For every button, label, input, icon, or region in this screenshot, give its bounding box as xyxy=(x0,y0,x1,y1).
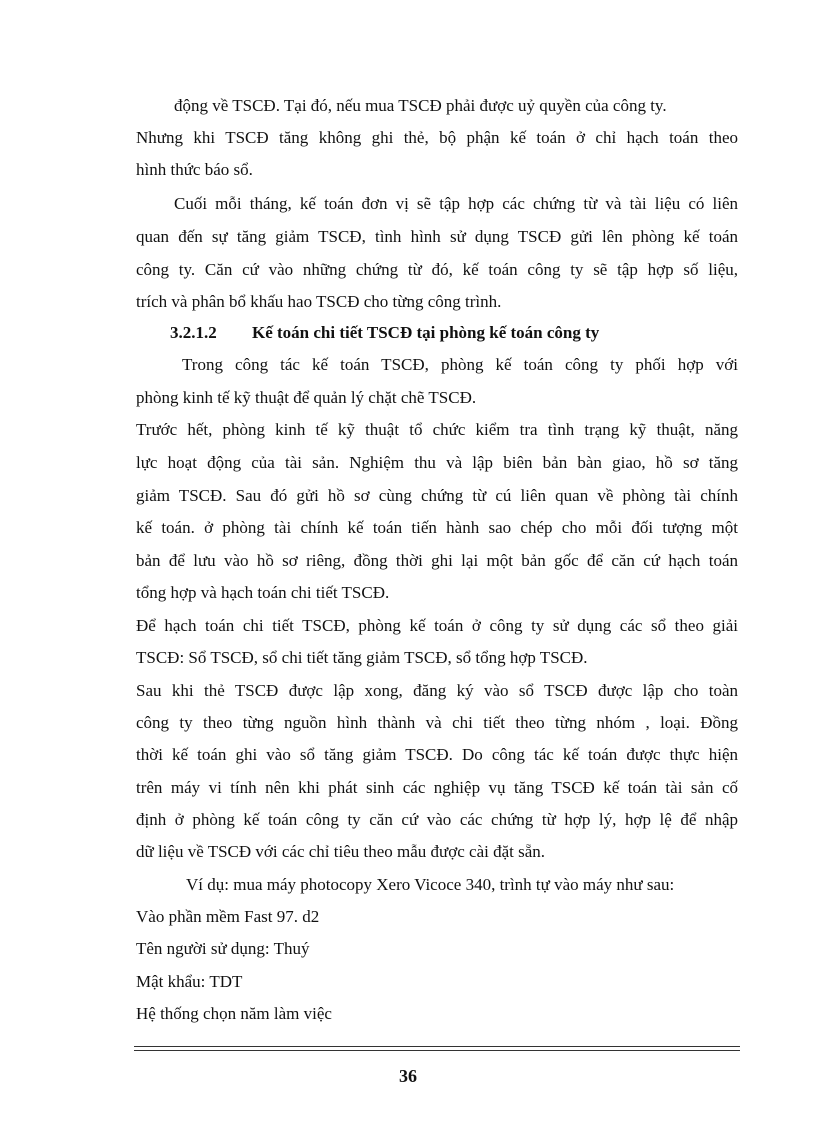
paragraph-6-line-5: định ở phòng kế toán công ty căn cứ vào các chứng từ hợp lý, hợp lệ để nhập xyxy=(136,810,738,829)
paragraph-4-line-5: bản để lưu vào hồ sơ riêng, đồng thời ghi lại một bản gốc để căn cứ hạch toán xyxy=(136,551,738,570)
paragraph-2-line-1: Cuối mỗi tháng, kế toán đơn vị sẽ tập hợp các chứng từ và tài liệu có liên xyxy=(174,194,738,213)
paragraph-4-line-2: lực hoạt động của tài sản. Nghiệm thu và lập biên bản bàn giao, hồ sơ tăng xyxy=(136,453,738,472)
footer-divider-bottom xyxy=(134,1050,740,1051)
section-title: Kế toán chi tiết TSCĐ tại phòng kế toán công ty xyxy=(252,323,600,342)
section-number: 3.2.1.2 xyxy=(170,323,217,342)
paragraph-6-line-4: trên máy vi tính nên khi phát sinh các nghiệp vụ tăng TSCĐ kế toán tài sản cố xyxy=(136,778,738,797)
paragraph-4-line-3: giảm TSCĐ. Sau đó gửi hồ sơ cùng chứng từ cú liên quan về phòng tài chính xyxy=(136,486,738,505)
section-heading xyxy=(170,323,738,343)
paragraph-6-line-6: dữ liệu về TSCĐ với các chỉ tiêu theo mẫu được cài đặt sẵn. xyxy=(136,842,546,861)
paragraph-1-line-3: hình thức báo sổ. xyxy=(136,160,253,179)
step-line-3: Mật khẩu: TDT xyxy=(136,972,243,991)
step-line-2: Tên người sử dụng: Thuý xyxy=(136,939,310,958)
page-number: 36 xyxy=(399,1066,417,1086)
paragraph-6-line-2: công ty theo từng nguồn hình thành và chi tiết theo từng nhóm , loại. Đồng xyxy=(136,713,738,732)
paragraph-2-line-4: trích và phân bổ khấu hao TSCĐ cho từng công trình. xyxy=(136,292,502,311)
paragraph-2-line-2: quan đến sự tăng giảm TSCĐ, tình hình sử dụng TSCĐ gửi lên phòng kế toán xyxy=(136,227,738,246)
paragraph-1-line-1: động về TSCĐ. Tại đó, nếu mua TSCĐ phải được uỷ quyền của công ty. xyxy=(174,96,667,115)
paragraph-3-line-2: phòng kinh tế kỹ thuật để quản lý chặt chẽ TSCĐ. xyxy=(136,388,477,407)
paragraph-5-line-1: Để hạch toán chi tiết TSCĐ, phòng kế toán ở công ty sử dụng các sổ theo giải xyxy=(136,616,738,635)
step-line-1: Vào phần mềm Fast 97. d2 xyxy=(136,907,320,926)
paragraph-4-line-6: tổng hợp và hạch toán chi tiết TSCĐ. xyxy=(136,583,390,602)
footer-divider-top xyxy=(134,1046,740,1047)
paragraph-4-line-4: kế toán. ở phòng tài chính kế toán tiến hành sao chép cho mỗi đối tượng một xyxy=(136,518,738,537)
paragraph-1-line-2: Nhưng khi TSCĐ tăng không ghi thẻ, bộ phận kế toán ở chỉ hạch toán theo xyxy=(136,128,738,147)
paragraph-3-line-1: Trong công tác kế toán TSCĐ, phòng kế toán công ty phối hợp với xyxy=(182,355,738,374)
paragraph-6-line-1: Sau khi thẻ TSCĐ được lập xong, đăng ký vào sổ TSCĐ được lập cho toàn xyxy=(136,681,738,700)
paragraph-2-line-3: công ty. Căn cứ vào những chứng từ đó, kế toán công ty sẽ tập hợp số liệu, xyxy=(136,260,738,279)
step-line-4: Hệ thống chọn năm làm việc xyxy=(136,1004,332,1023)
paragraph-6-line-3: thời kế toán ghi vào sổ tăng giảm TSCĐ. Do công tác kế toán được thực hiện xyxy=(136,745,738,764)
paragraph-5-line-2: TSCĐ: Sổ TSCĐ, sổ chi tiết tăng giảm TSCĐ, sổ tổng hợp TSCĐ. xyxy=(136,648,588,667)
paragraph-4-line-1: Trước hết, phòng kinh tế kỹ thuật tổ chức kiểm tra tình trạng kỹ thuật, năng xyxy=(136,420,738,439)
example-line: Ví dụ: mua máy photocopy Xero Vicoce 340, trình tự vào máy như sau: xyxy=(186,875,675,894)
